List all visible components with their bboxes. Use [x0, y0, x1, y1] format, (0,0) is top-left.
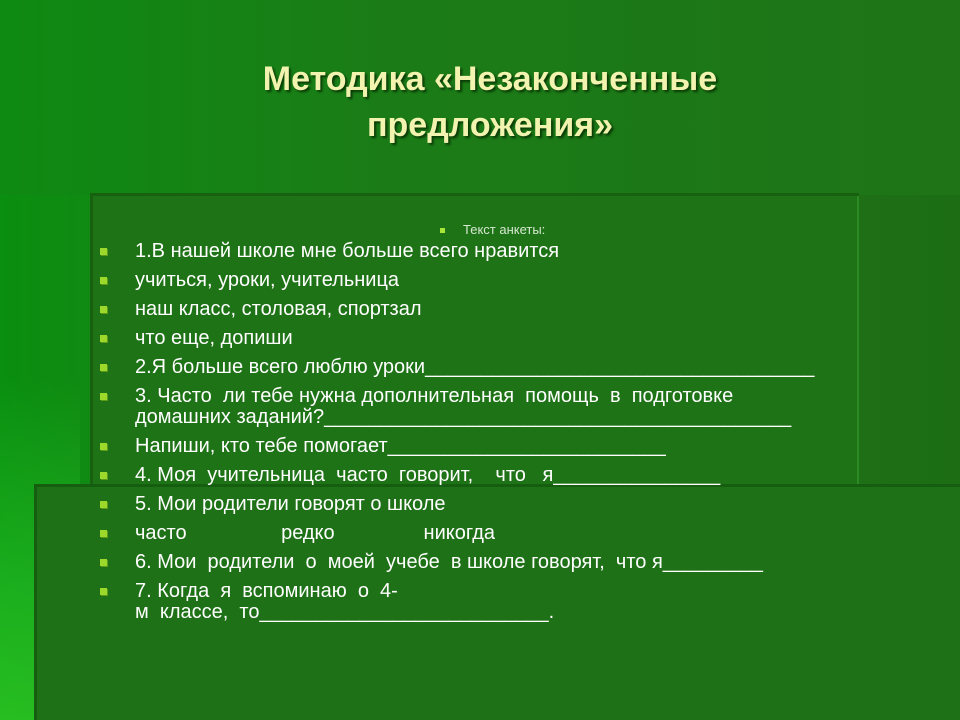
list-item — [100, 552, 900, 573]
list-item-text: 1.В нашей школе мне больше всего нравится — [135, 240, 560, 262]
slide-title — [0, 56, 960, 148]
square-bullet-icon — [100, 364, 107, 371]
list-item — [100, 270, 900, 291]
list-item — [100, 523, 900, 544]
list-item-text: учиться, уроки, учительница — [135, 269, 400, 291]
slide-title-line-1: Методика «Незаконченные — [262, 60, 718, 98]
square-bullet-icon — [100, 559, 107, 566]
square-bullet-icon — [100, 588, 107, 595]
square-bullet-icon — [100, 472, 107, 479]
square-bullet-icon — [100, 277, 107, 284]
list-item-text: что еще, допиши — [135, 327, 293, 349]
list-item — [100, 328, 900, 349]
square-bullet-icon — [100, 335, 107, 342]
list-item-text: наш класс, столовая, спортзал — [135, 298, 422, 320]
list-item-text: 7. Когда я вспоминаю о 4- м классе, то__________________________. — [135, 580, 555, 623]
list-item — [100, 465, 900, 486]
slide-title-line-2: предложения» — [366, 106, 614, 144]
list-item-text: 3. Часто ли тебе нужна дополнительная помощь в подготовке домашних заданий?__________________________________________ — [135, 385, 792, 428]
list-item — [100, 494, 900, 515]
square-bullet-icon — [100, 393, 107, 400]
square-bullet-icon — [100, 530, 107, 537]
list-item-text: Напиши, кто тебе помогает_________________________ — [135, 435, 666, 457]
square-bullet-icon — [100, 306, 107, 313]
list-item-text: 5. Мои родители говорят о школе — [135, 493, 446, 515]
subtitle-text: Текст анкеты: — [463, 222, 546, 237]
list-item-text: 2.Я больше всего люблю уроки___________________________________ — [135, 356, 815, 378]
square-bullet-icon — [100, 501, 107, 508]
subtitle-bullet-icon — [440, 228, 445, 233]
list-item — [100, 299, 900, 320]
square-bullet-icon — [100, 443, 107, 450]
questionnaire-subtitle — [440, 222, 545, 237]
list-item-text: 4. Моя учительница часто говорит, что я_______________ — [135, 464, 721, 486]
list-item — [100, 386, 900, 428]
list-item — [100, 357, 900, 378]
list-item — [100, 436, 900, 457]
list-item — [100, 241, 900, 262]
square-bullet-icon — [100, 248, 107, 255]
list-item-text: часто редко никогда — [135, 522, 496, 544]
list-item — [100, 581, 900, 623]
question-list — [100, 241, 900, 631]
list-item-text: 6. Мои родители о моей учебе в школе говорят, что я_________ — [135, 551, 763, 573]
